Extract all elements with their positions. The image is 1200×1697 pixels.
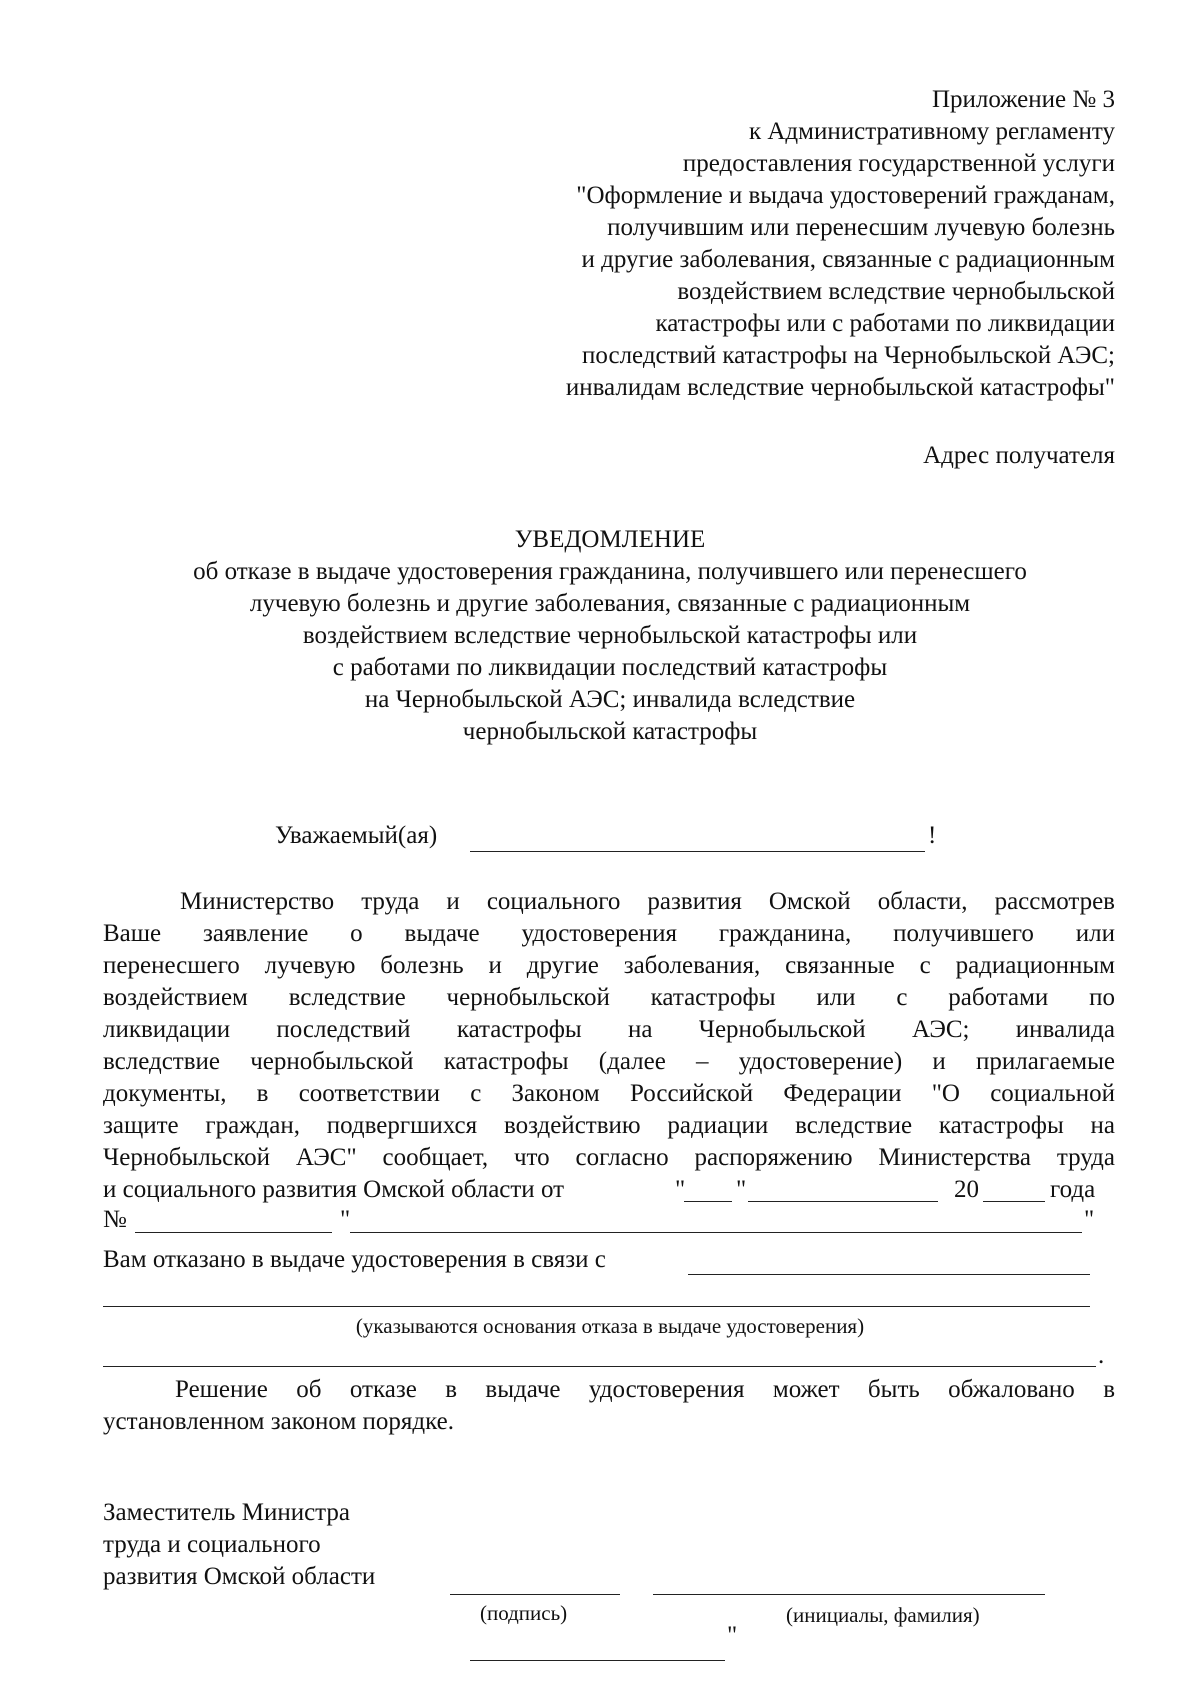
body-line: воздействием вследствие чернобыльской катастрофы или с работами по <box>103 984 1115 1011</box>
body-line: Ваше заявление о выдаче удостоверения гражданина, получившего или <box>103 920 1115 947</box>
signatory-name-blank[interactable] <box>653 1594 1045 1595</box>
body-line: Чернобыльской АЭС" сообщает, что согласно распоряжению Министерства труда <box>103 1144 1115 1171</box>
order-date-quote: " <box>736 1176 747 1203</box>
appendix-line: последствий катастрофы на Чернобыльской АЭС; <box>581 342 1115 369</box>
refusal-reason-caption: (указываются основания отказа в выдаче удостоверения) <box>355 1314 865 1338</box>
body-line: защите граждан, подвергшихся воздействию радиации вследствие катастрофы на <box>103 1112 1115 1139</box>
greeting-suffix: ! <box>928 822 937 849</box>
body-line: Министерство труда и социального развития Омской области, рассмотрев <box>180 888 1115 915</box>
document-title: УВЕДОМЛЕНИЕ <box>514 526 706 553</box>
appeal-line: установленном законом порядке. <box>103 1408 454 1435</box>
appendix-line: предоставления государственной услуги <box>682 150 1115 177</box>
subtitle-line: с работами по ликвидации последствий катастрофы <box>332 654 888 681</box>
signatory-position-line: труда и социального <box>103 1531 321 1558</box>
greeting-prefix: Уважаемый(ая) <box>275 822 438 849</box>
recipient-name-blank[interactable] <box>470 851 925 852</box>
signature-caption: (подпись) <box>480 1601 568 1625</box>
appeal-line: Решение об отказе в выдаче удостоверения может быть обжаловано в <box>175 1376 1115 1403</box>
refusal-reason-blank-3[interactable] <box>103 1366 1096 1367</box>
order-title-quote: " <box>1084 1206 1095 1233</box>
appendix-line: инвалидам вследствие чернобыльской катастрофы" <box>565 374 1115 401</box>
appendix-line: Приложение № 3 <box>931 86 1115 113</box>
signature-date-blank[interactable] <box>470 1660 725 1661</box>
signature-date-quote: " <box>727 1622 738 1649</box>
order-day-blank[interactable] <box>684 1201 732 1202</box>
body-line: ликвидации последствий катастрофы на Чернобыльской АЭС; инвалида <box>103 1016 1115 1043</box>
appendix-line: к Административному регламенту <box>748 118 1115 145</box>
signatory-position-line: развития Омской области <box>103 1563 376 1590</box>
signatory-name-caption: (инициалы, фамилия) <box>786 1603 980 1627</box>
end-dot: . <box>1098 1342 1105 1369</box>
appendix-line: воздействием вследствие чернобыльской <box>677 278 1115 305</box>
body-line: документы, в соответствии с Законом Российской Федерации "О социальной <box>103 1080 1115 1107</box>
subtitle-line: на Чернобыльской АЭС; инвалида вследствие <box>364 686 856 713</box>
refusal-reason-blank-2[interactable] <box>103 1306 1090 1307</box>
order-date-suffix: года <box>1050 1176 1096 1203</box>
order-date-prefix: и социального развития Омской области от <box>103 1176 565 1203</box>
appendix-line: "Оформление и выдача удостоверений гражданам, <box>576 182 1115 209</box>
order-year-blank[interactable] <box>983 1201 1045 1202</box>
signatory-position-line: Заместитель Министра <box>103 1499 350 1526</box>
body-line: вследствие чернобыльской катастрофы (далее – удостоверение) и прилагаемые <box>103 1048 1115 1075</box>
signature-blank[interactable] <box>450 1594 620 1595</box>
subtitle-line: чернобыльской катастрофы <box>462 718 758 745</box>
refusal-reason-label: Вам отказано в выдаче удостоверения в связи с <box>103 1246 606 1273</box>
order-title-blank[interactable] <box>350 1232 1082 1233</box>
order-date-quote: " <box>675 1176 686 1203</box>
order-year-prefix: 20 <box>954 1176 979 1203</box>
subtitle-line: воздействием вследствие чернобыльской катастрофы или <box>302 622 918 649</box>
appendix-line: катастрофы или с работами по ликвидации <box>655 310 1115 337</box>
order-title-quote: " <box>340 1206 351 1233</box>
order-number-label: № <box>103 1206 127 1233</box>
appendix-line: получившим или перенесшим лучевую болезнь <box>607 214 1115 241</box>
recipient-address: Адрес получателя <box>923 442 1115 469</box>
subtitle-line: лучевую болезнь и другие заболевания, связанные с радиационным <box>249 590 971 617</box>
order-number-blank[interactable] <box>135 1232 332 1233</box>
appendix-line: и другие заболевания, связанные с радиационным <box>581 246 1115 273</box>
refusal-reason-blank[interactable] <box>688 1274 1090 1275</box>
order-month-blank[interactable] <box>748 1201 938 1202</box>
subtitle-line: об отказе в выдаче удостоверения гражданина, получившего или перенесшего <box>193 558 1027 585</box>
body-line: перенесшего лучевую болезнь и другие заболевания, связанные с радиационным <box>103 952 1115 979</box>
